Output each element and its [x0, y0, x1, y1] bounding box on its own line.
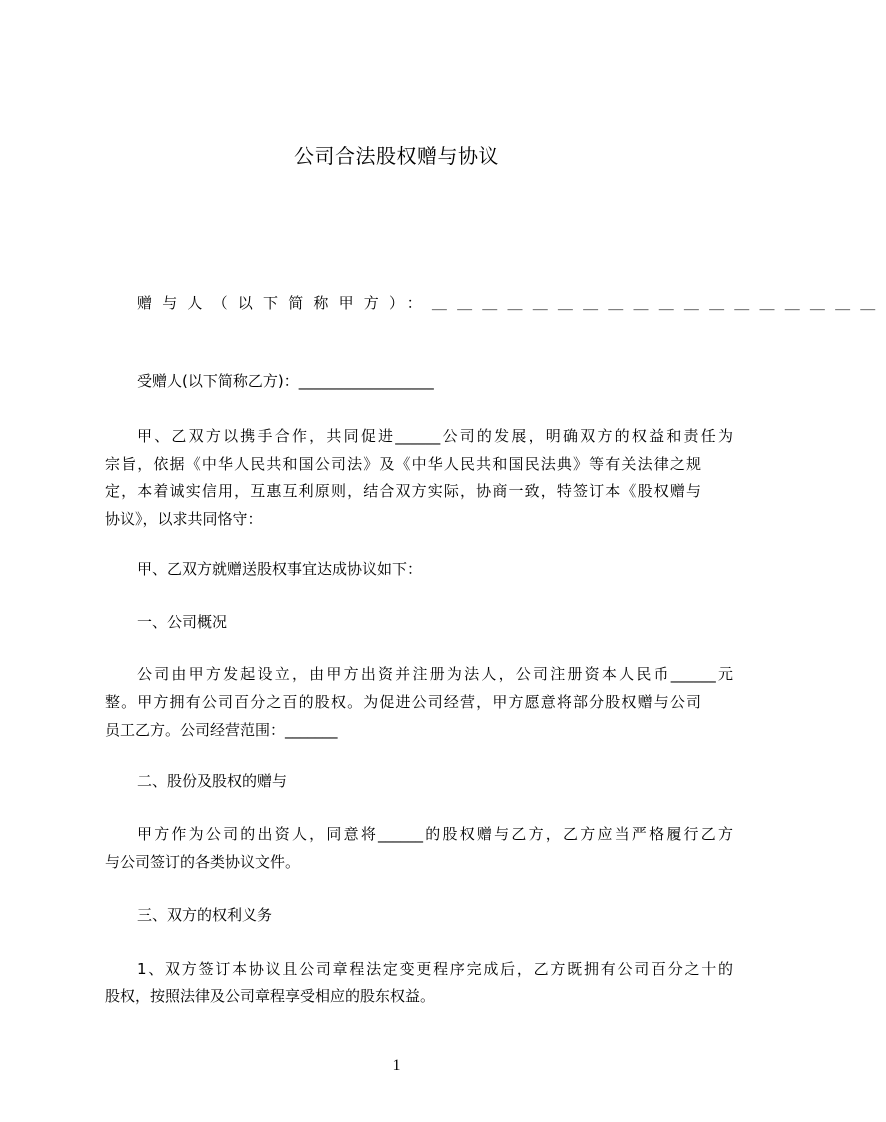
donee-line: 受赠人(以下简称乙方)：__________________: [137, 372, 434, 390]
intro-line: 甲、乙双方以携手合作，共同促进______公司的发展，明确双方的权益和责任为: [137, 427, 733, 445]
intro-line: 宗旨，依据《中华人民共和国公司法》及《中华人民共和国民法典》等有关法律之规: [105, 455, 701, 473]
section3-line: 1、双方签订本协议且公司章程法定变更程序完成后，乙方既拥有公司百分之十的: [137, 960, 733, 978]
section-heading-rights-obligations: 三、双方的权利义务: [137, 906, 273, 924]
page-number: 1: [392, 1057, 401, 1074]
document-title: 公司合法股权赠与协议: [294, 144, 499, 168]
section1-line: 员工乙方。公司经营范围：_______: [105, 721, 338, 739]
intro-line: 协议》，以求共同恪守：: [105, 510, 263, 528]
intro-line: 定，本着诚实信用，互惠互利原则，结合双方实际，协商一致，特签订本《股权赠与: [105, 482, 701, 500]
donor-line: 赠与人（以下简称甲方）：＿＿＿＿＿＿＿＿＿＿＿＿＿＿＿＿＿＿: [137, 294, 886, 312]
section-heading-share-gift: 二、股份及股权的赠与: [137, 772, 288, 790]
agreement-intro: 甲、乙双方就赠送股权事宜达成协议如下：: [137, 560, 423, 578]
section-heading-company-overview: 一、公司概况: [137, 613, 228, 631]
section1-line: 整。甲方拥有公司百分之百的股权。为促进公司经营，甲方愿意将部分股权赠与公司: [105, 693, 701, 711]
section2-line: 甲方作为公司的出资人，同意将______的股权赠与乙方，乙方应当严格履行乙方: [137, 825, 733, 843]
section3-line: 股权，按照法律及公司章程享受相应的股东权益。: [105, 987, 436, 1005]
section1-line: 公司由甲方发起设立，由甲方出资并注册为法人，公司注册资本人民币______元: [137, 665, 733, 683]
section2-line: 与公司签订的各类协议文件。: [105, 853, 301, 871]
